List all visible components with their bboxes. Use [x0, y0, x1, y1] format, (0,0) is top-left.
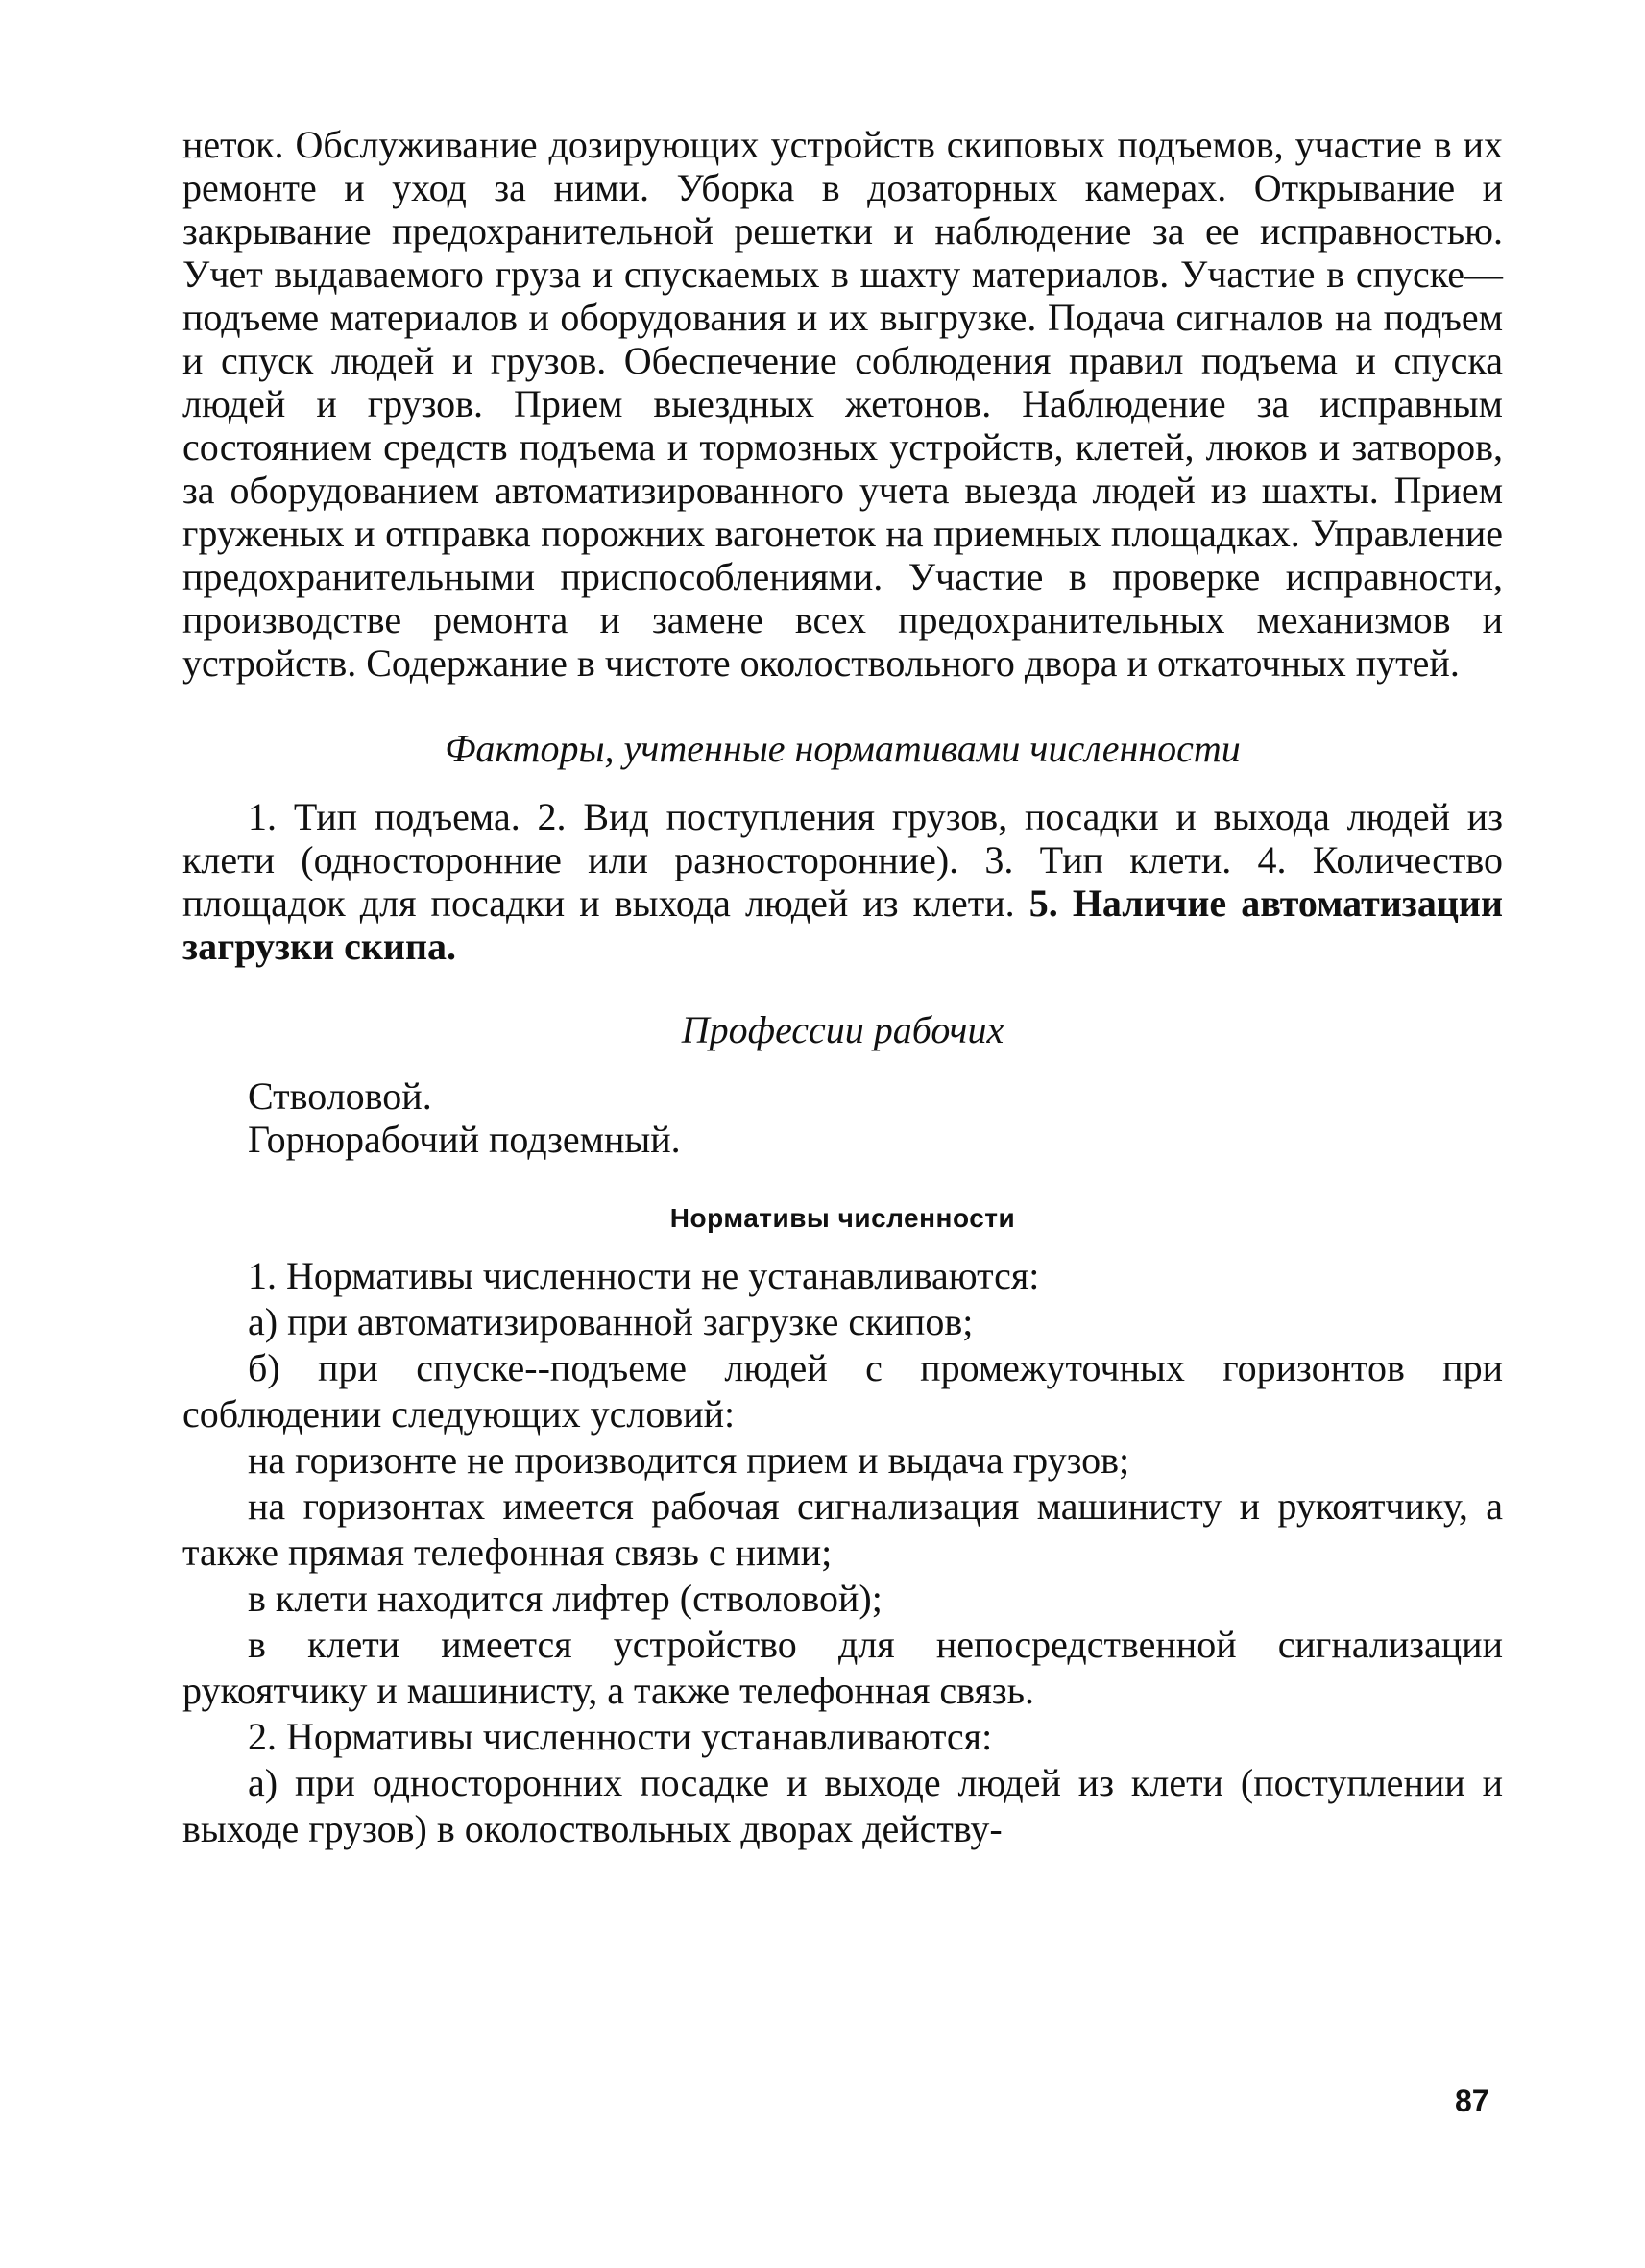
- norms-item-1: 1. Нормативы численности не устанавливаются:: [248, 1254, 1040, 1297]
- factors-heading: Факторы, учтенные нормативами численности: [445, 727, 1241, 770]
- page-body: [182, 123, 1503, 1852]
- norms-condition-4: в клети имеется устройство для непосредственной сигнализации рукоятчику и машинисту, а также телефонная связь.: [182, 1623, 1503, 1712]
- factors-paragraph: [182, 795, 1503, 968]
- factors-text-bold: 5. Наличие автоматизации загрузки скипа.: [182, 881, 1504, 968]
- norms-condition-1: на горизонте не производится прием и выдача грузов;: [248, 1438, 1130, 1482]
- norms-heading: Нормативы численности: [669, 1203, 1016, 1233]
- norms-condition-3: в клети находится лифтер (стволовой);: [248, 1577, 883, 1620]
- norms-item-1b: б) при спуске--подъеме людей с промежуточных горизонтов при соблюдении следующих условий:: [182, 1346, 1503, 1436]
- norms-item-2: 2. Нормативы численности устанавливаются:: [248, 1715, 993, 1758]
- norms-item-2a: а) при односторонних посадке и выходе людей из клети (поступлении и выходе грузов) в околоствольных дворах действу-: [182, 1761, 1503, 1850]
- profession-item: Горнорабочий подземный.: [248, 1118, 681, 1161]
- page-number: 87: [1455, 2084, 1489, 2118]
- profession-item: Стволовой.: [248, 1074, 432, 1118]
- factors-text: 1. Тип подъема. 2. Вид поступления грузов, посадки и выхода людей из клети (односторонние или разносторонние). 3. Тип клети. 4. Количество площадок для посадки и выхода людей из клети.: [182, 795, 1503, 925]
- intro-paragraph: неток. Обслуживание дозирующих устройств скиповых подъемов, участие в их ремонте и уход за ними. Уборка в дозаторных камерах. Открывание и закрывание предохранительной решетки и наблюдение за ее исправностью. Учет выдаваемого груза и спускаемых в шахту материалов. Участие в спуске—подъеме материалов и оборудования и их выгрузке. Подача сигналов на подъем и спуск людей и грузов. Обеспечение соблюдения правил подъема и спуска людей и грузов. Прием выездных жетонов. Наблюдение за исправным состоянием средств подъема и тормозных устройств, клетей, люков и затворов, за оборудованием автоматизированного учета выезда людей из шахты. Прием груженых и отправка порожних вагонеток на приемных площадках. Управление предохранительными приспособлениями. Участие в проверке исправности, производстве ремонта и замене всех предохранительных механизмов и устройств. Содержание в чистоте околоствольного двора и откаточных путей.: [182, 123, 1503, 685]
- norms-item-1a: а) при автоматизированной загрузке скипов;: [248, 1300, 974, 1343]
- norms-condition-2: на горизонтах имеется рабочая сигнализация машинисту и рукоятчику, а также прямая телефонная связь с ними;: [182, 1484, 1503, 1574]
- professions-heading: Профессии рабочих: [681, 1008, 1004, 1051]
